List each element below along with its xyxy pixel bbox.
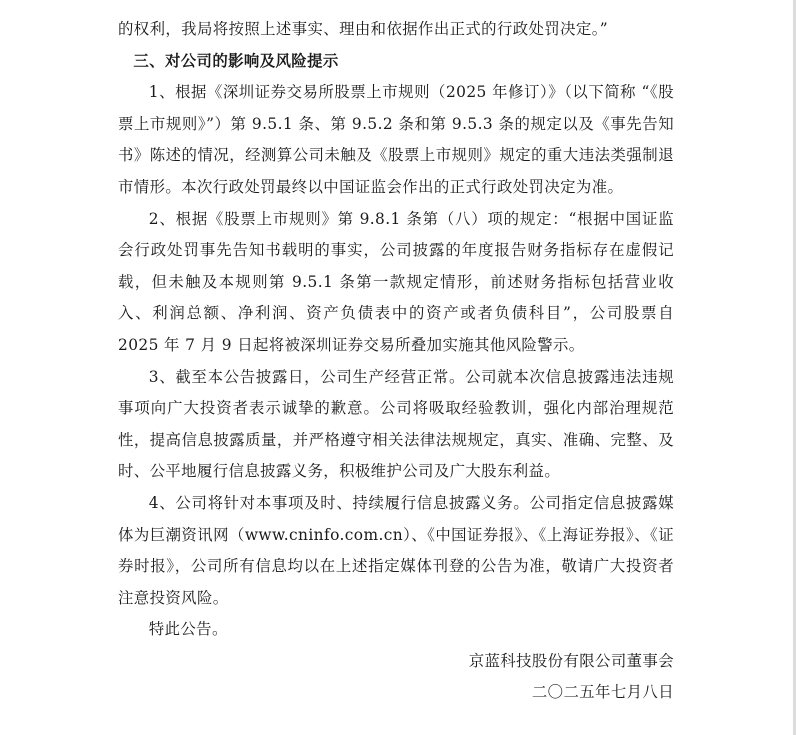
signature-date: 二〇二五年七月八日 <box>531 683 674 702</box>
paragraph-2: 2、根据《股票上市规则》第 9.8.1 条第（八）项的规定：“根据中国证监会行政处罚事先告知书载明的事实，公司披露的年度报告财务指标存在虚假记载，但未触及本规则第 9.5.1 条第一款规定情形，前述财务指标包括营业收入、利润总额、净利润、资产负债表中的资产或者负债科目”，公司股票自 2025 年 7 月 9 日起将被深圳证券交易所叠加实施其他风险警示。 <box>118 209 674 354</box>
continuation-paragraph: 的权利，我局将按照上述事实、理由和依据作出正式的行政处罚决定。” <box>118 20 609 38</box>
document-body <box>118 14 674 709</box>
closing-statement: 特此公告。 <box>148 620 228 639</box>
paragraph-1: 1、根据《深圳证券交易所股票上市规则（2025 年修订）》（以下简称 “《股票上市规则》”）第 9.5.1 条、第 9.5.2 条和第 9.5.3 条的规定以及《事先告知书》陈述的情况，经测算公司未触及《股票上市规则》规定的重大违法类强制退市情形。本次行政处罚最终以中国证监会作出的正式行政处罚决定为准。 <box>118 83 674 196</box>
paragraph-3: 3、截至本公告披露日，公司生产经营正常。公司就本次信息披露违法违规事项向广大投资者表示诚挚的歉意。公司将吸取经验教训，强化内部治理规范性，提高信息披露质量，并严格遵守相关法律法规规定，真实、准确、完整、及时、公平地履行信息披露义务，积极维护公司及广大股东利益。 <box>118 367 674 481</box>
signature-organization: 京蓝科技股份有限公司董事会 <box>468 651 674 670</box>
section-heading: 三、对公司的影响及风险提示 <box>133 51 339 70</box>
paragraph-4: 4、公司将针对本事项及时、持续履行信息披露义务。公司指定信息披露媒体为巨潮资讯网（www.cninfo.com.cn）、《中国证券报》、《上海证券报》、《证券时报》，公司所有信息均以在上述指定媒体刊登的公告为准，敬请广大投资者注意投资风险。 <box>118 493 674 607</box>
